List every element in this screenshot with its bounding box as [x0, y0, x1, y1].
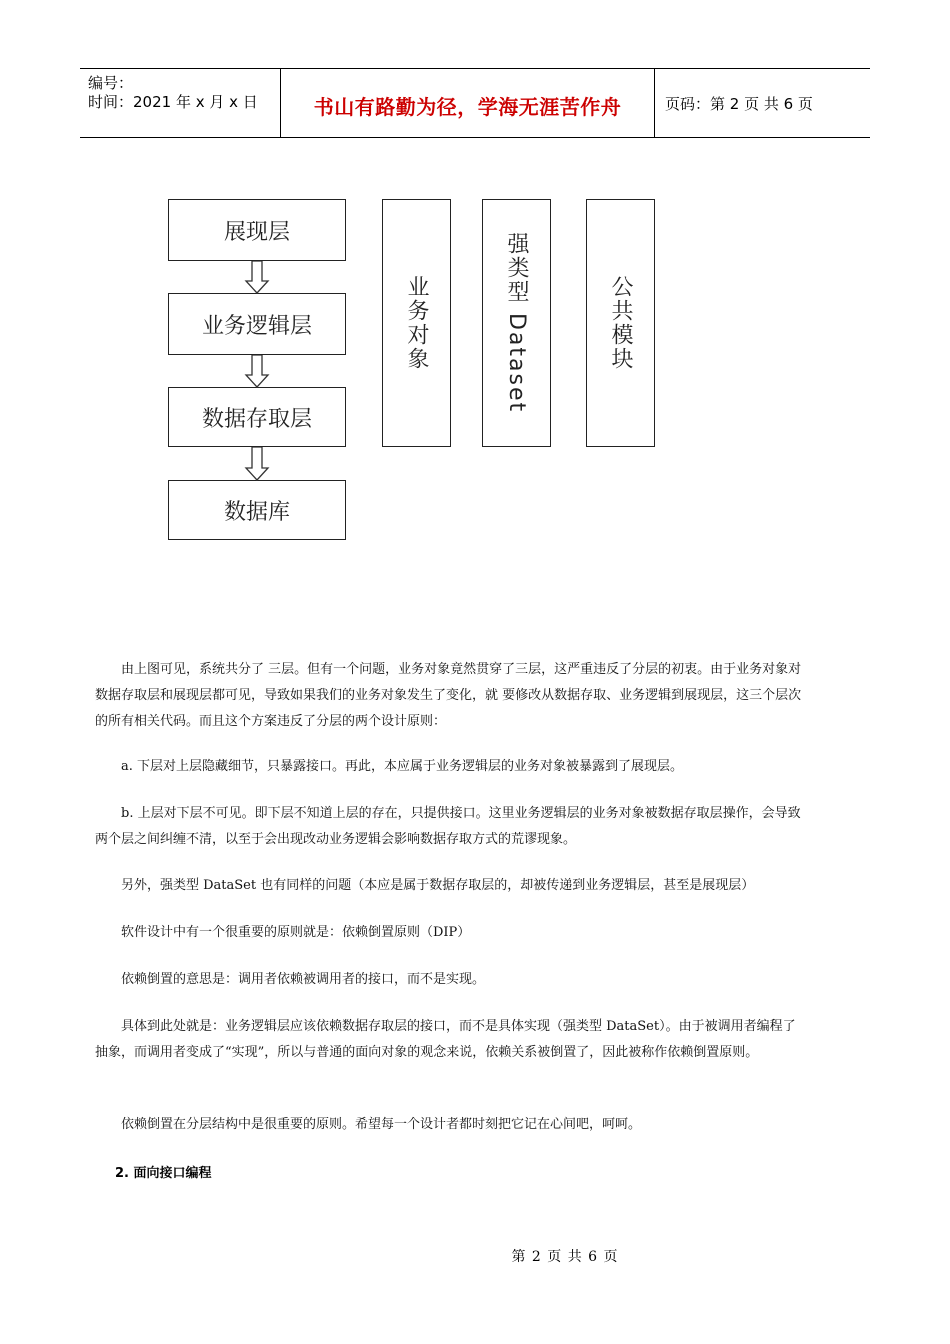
layer-box-database	[168, 480, 346, 540]
motto-text: 书山有路勤为径，学海无涯苦作舟	[313, 95, 622, 119]
layer-box-data-access	[168, 387, 346, 447]
layer-label: 业务逻辑层	[201, 313, 312, 339]
layer-label: 数据存取层	[201, 406, 312, 432]
header-middle-cell	[280, 69, 655, 137]
column-typed-dataset	[482, 199, 551, 447]
layer-box-presentation	[168, 199, 346, 261]
page-footer	[0, 1246, 950, 1266]
paragraph-principle-a: a. 下层对上层隐藏细节，只暴露接口。再此，本应属于业务逻辑层的业务对象被暴露到了展现层。	[121, 759, 684, 774]
down-arrow-icon	[244, 355, 270, 388]
time-label: 时间：2021 年 x 月 x 日	[88, 93, 258, 111]
header-left-cell	[80, 69, 280, 137]
paragraph-principle-b: b. 上层对下层不可见。即下层不知道上层的存在，只提供接口。这里业务逻辑层的业务对象被数据存取层操作，会导致两个层之间纠缠不清，以至于会出现改动业务逻辑会影响数据存取方式的荒谬现象。	[95, 806, 801, 847]
column-label: 强类型 Dataset	[504, 232, 529, 414]
layer-box-business-logic	[168, 293, 346, 355]
paragraph: 软件设计中有一个很重要的原则就是：依赖倒置原则（DIP）	[121, 925, 471, 940]
header-right-cell	[655, 69, 870, 137]
layer-label: 数据库	[223, 499, 290, 525]
paragraph: 具体到此处就是：业务逻辑层应该依赖数据存取层的接口，而不是具体实现（强类型 DataSet）。由于被调用者编程了抽象，而调用者变成了“实现”，所以与普通的面向对象的观念来说，依赖关系被倒置了，因此被称作依赖倒置原则。	[95, 1019, 796, 1060]
down-arrow-icon	[244, 261, 270, 294]
paragraph: 由上图可见，系统共分了 三层。但有一个问题，业务对象竟然贯穿了三层，这严重违反了分层的初衷。由于业务对象对数据存取层和展现层都可见，导致如果我们的业务对象发生了变化，就 要修改从数据存取、业务逻辑到展现层，这三个层次的所有相关代码。而且这个方案违反了分层的两个设计原则：	[95, 662, 802, 729]
column-common-module	[586, 199, 655, 447]
paragraph: 依赖倒置在分层结构中是很重要的原则。希望每一个设计者都时刻把它记在心间吧，呵呵。	[121, 1117, 642, 1132]
footer-page-number: 第 2 页 共 6 页	[511, 1249, 619, 1265]
page-number-label: 页码：第 2 页 共 6 页	[665, 95, 813, 113]
down-arrow-icon	[244, 447, 270, 481]
column-label: 业务对象	[404, 275, 429, 371]
section-heading: 2. 面向接口编程	[115, 1166, 212, 1181]
layer-label: 展现层	[223, 219, 290, 245]
number-label: 编号：	[88, 74, 134, 92]
page-header	[80, 68, 870, 138]
paragraph: 另外，强类型 DataSet 也有同样的问题（本应是属于数据存取层的，却被传递到业务逻辑层，甚至是展现层）	[121, 878, 755, 893]
column-label: 公共模块	[608, 275, 633, 371]
paragraph: 依赖倒置的意思是：调用者依赖被调用者的接口，而不是实现。	[121, 972, 486, 987]
column-business-object	[382, 199, 451, 447]
